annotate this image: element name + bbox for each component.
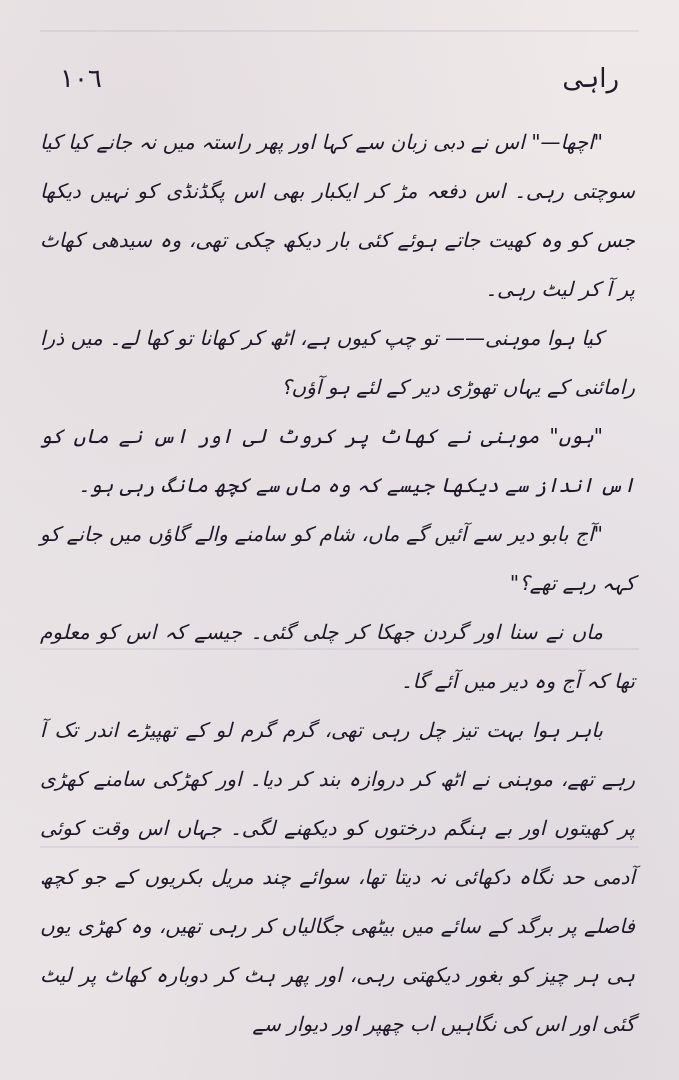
paragraph: باہر ہوا بہت تیز چل رہی تھی، گرم گرم لو کے تھپیڑے اندر تک آ رہے تھے، موہنی نے اٹھ کر دروازہ بند کر دیا۔ اور کھڑکی سامنے کھڑی پر کھیتوں اور بے ہنگم درختوں کو دیکھنے لگی۔ جہاں اس وقت کوئی آدمی حد نگاہ دکھائی نہ دیتا تھا، سوائے چند مریل بکریوں کے جو کچھ فاصلے پر برگد کے سائے میں بیٹھی جگالیاں کر رہی تھیں، وہ کھڑی یوں ہی ہر چیز کو بغور دیکھتی رہی، اور پھر ہٹ کر دوبارہ کھاٹ پر لیٹ گئی اور اس کی نگاہیں اب چھپر اور دیوار سے (40, 718, 635, 1036)
page-header (60, 64, 619, 104)
paragraph: "آج بابو دیر سے آئیں گے ماں، شام کو سامنے والے گاؤں میں جانے کو کہہ رہے تھے؟" (40, 522, 635, 595)
page-number: ١٠٦ (60, 64, 102, 94)
bleed-through-mark (40, 30, 639, 32)
body-text (40, 118, 635, 1049)
running-head-title: راہی (562, 64, 619, 94)
paragraph: کیا ہوا موہنی—— تو چپ کیوں ہے، اٹھ کر کھانا تو کھا لے۔ میں ذرا رامائنی کے یہاں تھوڑی دیر کے لئے ہو آؤں؟ (40, 326, 635, 399)
paragraph: "ہوں" موہنی نے کھاٹ پر کروٹ لی اور اس نے ماں کو اس انداز سے دیکھا جیسے کہ وہ ماں سے کچھ مانگ رہی ہو۔ (40, 424, 635, 497)
paragraph: "اچھا—" اس نے دبی زبان سے کہا اور پھر راستہ میں نہ جانے کیا کیا سوچتی رہی۔ اس دفعہ مڑ کر ایکبار بھی اس پگڈنڈی کو نہیں دیکھا جس کو وہ کھیت جاتے ہوئے کئی بار دیکھ چکی تھی، وہ سیدھی کھاٹ پر آ کر لیٹ رہی۔ (40, 130, 635, 301)
paragraph: ماں نے سنا اور گردن جھکا کر چلی گئی۔ جیسے کہ اس کو معلوم تھا کہ آج وہ دیر میں آئے گا۔ (40, 620, 635, 693)
